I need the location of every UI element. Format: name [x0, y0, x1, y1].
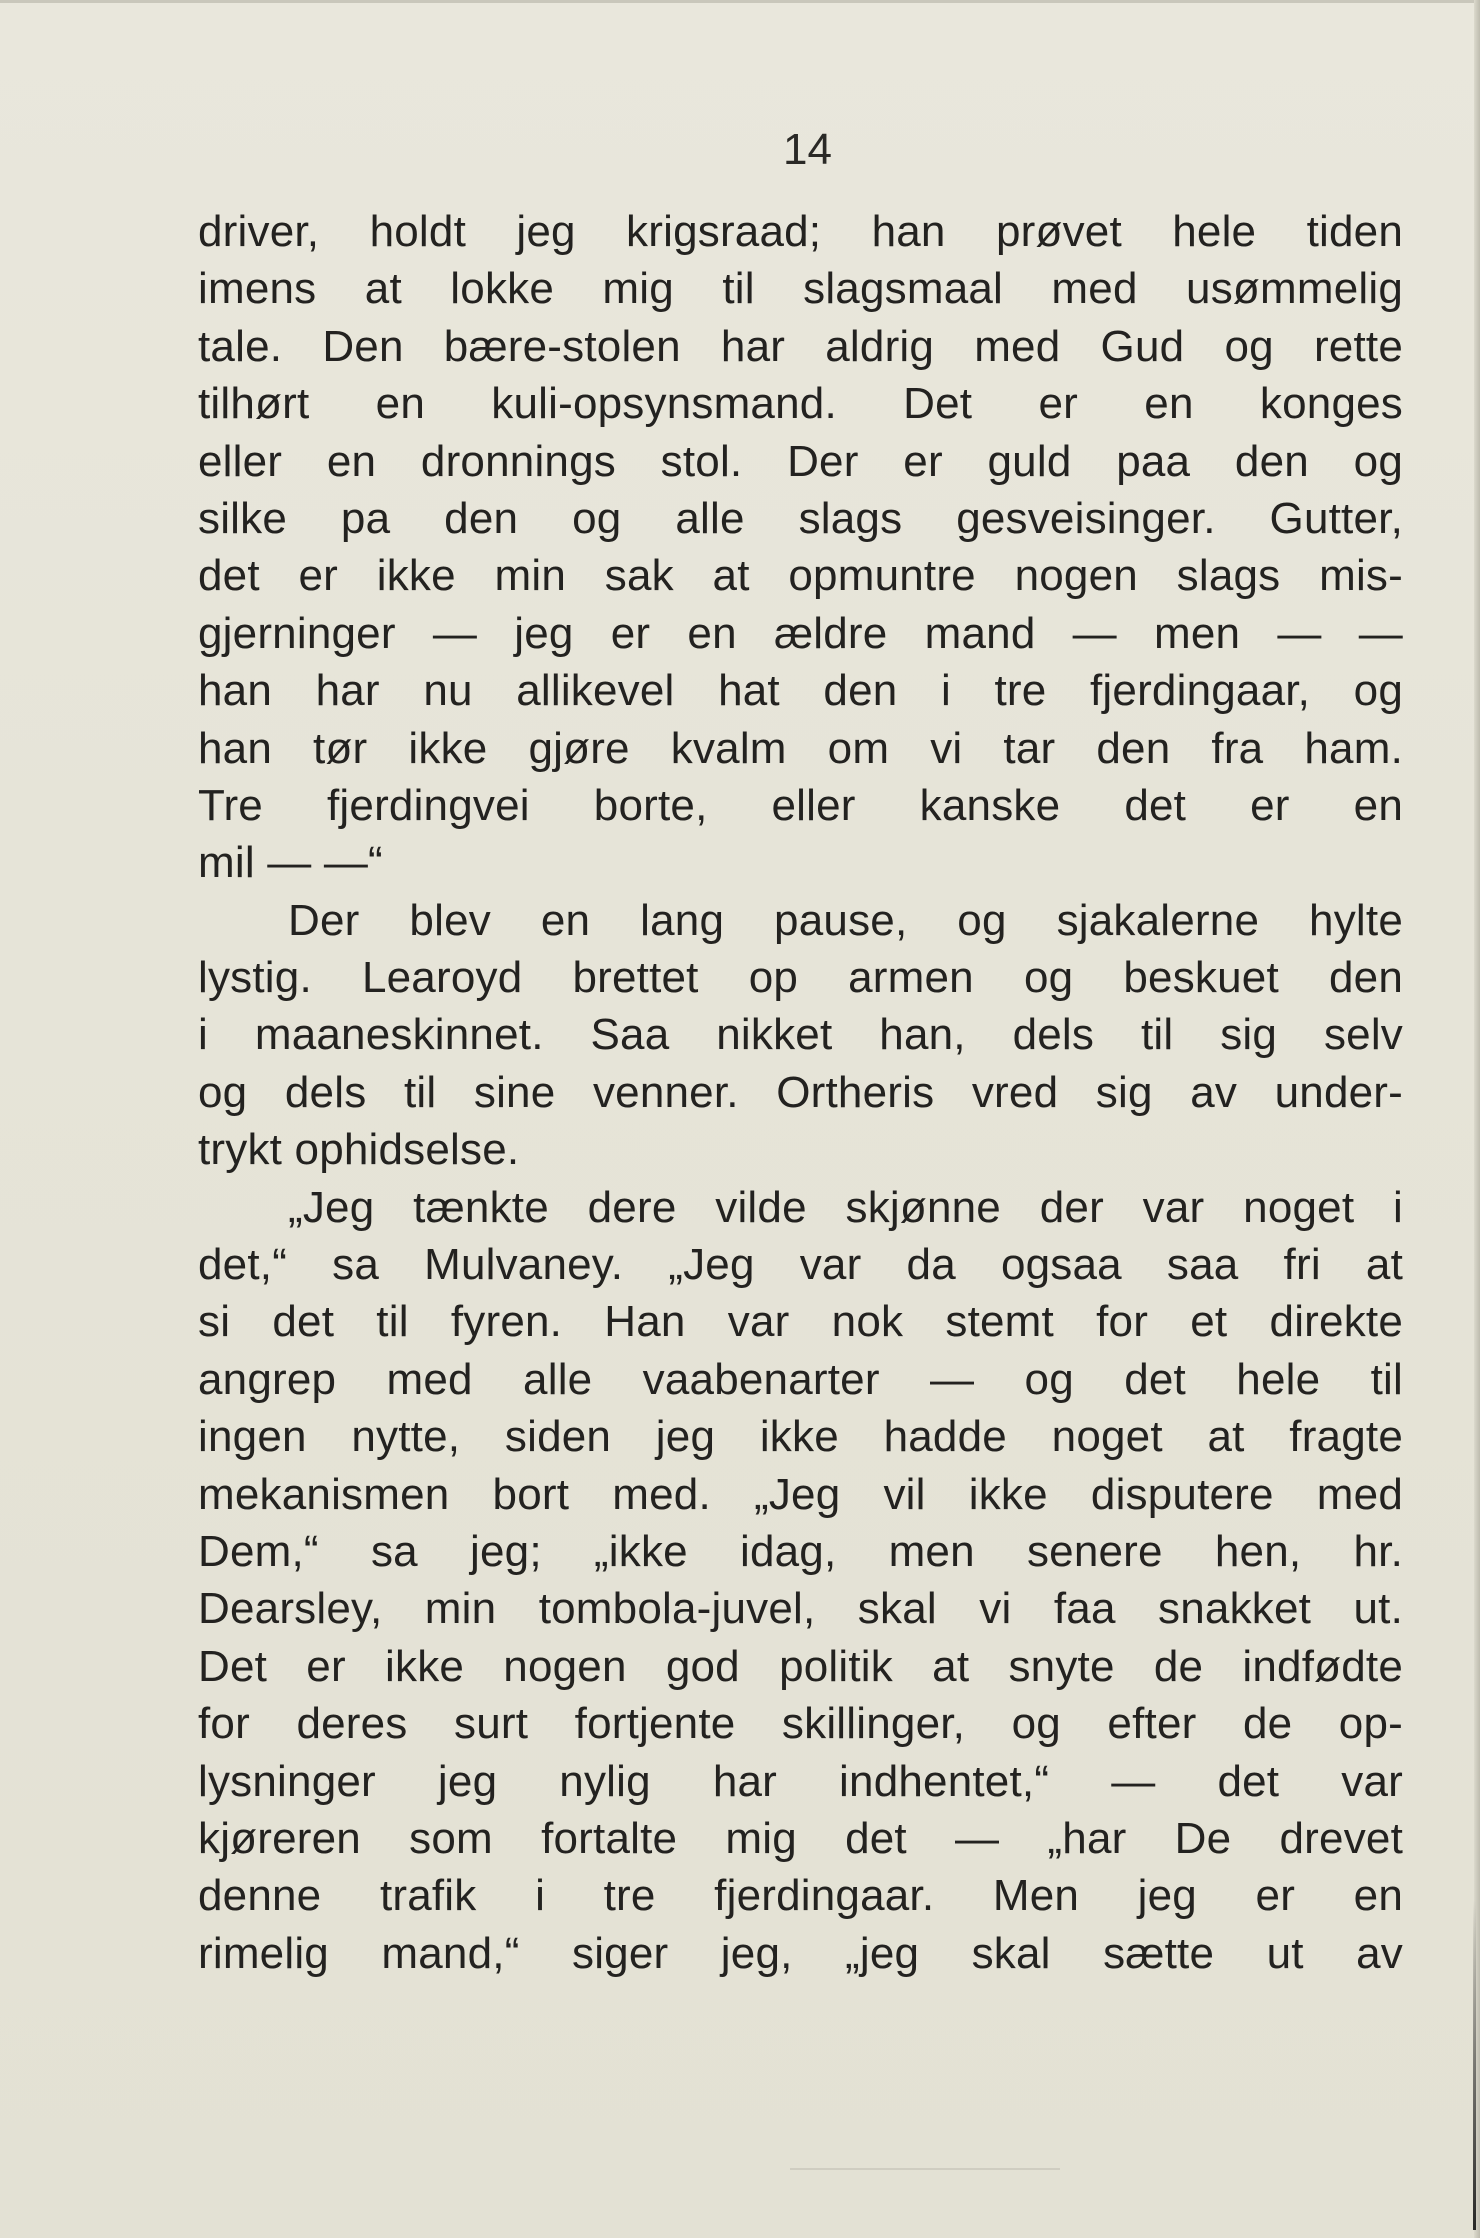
- text-line: eller en dronnings stol. Der er guld paa den og: [198, 436, 1403, 486]
- text-line: silke pa den og alle slags gesveisinger. Gutter,: [198, 493, 1403, 543]
- text-line: Dearsley, min tombola-juvel, skal vi faa snakket ut.: [198, 1584, 1403, 1634]
- text-line: det,“ sa Mulvaney. „Jeg var da ogsaa saa fri at: [198, 1240, 1403, 1290]
- body-text: [198, 203, 1403, 1982]
- text-line: kjøreren som fortalte mig det — „har De drevet: [198, 1813, 1403, 1863]
- text-line: trykt ophidselse.: [198, 1125, 520, 1175]
- text-line: han har nu allikevel hat den i tre fjerdingaar, og: [198, 666, 1403, 716]
- text-line: rimelig mand,“ siger jeg, „jeg skal sætte ut av: [198, 1928, 1403, 1978]
- text-line: gjerninger — jeg er en ældre mand — men — —: [198, 608, 1403, 658]
- page-number: 14: [783, 125, 832, 174]
- text-line: imens at lokke mig til slagsmaal med usømmelig: [198, 264, 1403, 314]
- text-line: lystig. Learoyd brettet op armen og beskuet den: [198, 953, 1403, 1003]
- text-line: denne trafik i tre fjerdingaar. Men jeg er en: [198, 1871, 1403, 1921]
- text-line: og dels til sine venner. Ortheris vred sig av under-: [198, 1067, 1403, 1117]
- binding-shadow: [1473, 1900, 1476, 2230]
- text-line: tale. Den bære-stolen har aldrig med Gud og rette: [198, 321, 1403, 371]
- text-line: ingen nytte, siden jeg ikke hadde noget at fragte: [198, 1412, 1403, 1462]
- text-line: det er ikke min sak at opmuntre nogen slags mis-: [198, 551, 1403, 601]
- text-line: i maaneskinnet. Saa nikket han, dels til sig selv: [198, 1010, 1403, 1060]
- text-line: si det til fyren. Han var nok stemt for et direkte: [198, 1297, 1403, 1347]
- text-line: „Jeg tænkte dere vilde skjønne der var noget i: [288, 1182, 1403, 1232]
- text-line: Dem,“ sa jeg; „ikke idag, men senere hen, hr.: [198, 1526, 1403, 1576]
- text-line: han tør ikke gjøre kvalm om vi tar den fra ham.: [198, 723, 1403, 773]
- text-line: Tre fjerdingvei borte, eller kanske det er en: [198, 780, 1403, 830]
- page-top-edge: [0, 0, 1480, 3]
- bottom-paper-mark: [790, 2168, 1060, 2170]
- text-line: mil — —“: [198, 838, 383, 888]
- text-line: tilhørt en kuli-opsynsmand. Det er en konges: [198, 379, 1403, 429]
- text-line: mekanismen bort med. „Jeg vil ikke disputere med: [198, 1469, 1403, 1519]
- text-line: angrep med alle vaabenarter — og det hele til: [198, 1354, 1403, 1404]
- text-line: Det er ikke nogen god politik at snyte de indfødte: [198, 1641, 1403, 1691]
- text-line: driver, holdt jeg krigsraad; han prøvet hele tiden: [198, 207, 1403, 256]
- text-line: Der blev en lang pause, og sjakalerne hylte: [288, 895, 1403, 945]
- text-line: lysninger jeg nylig har indhentet,“ — det var: [198, 1756, 1403, 1806]
- text-line: for deres surt fortjente skillinger, og efter de op-: [198, 1699, 1403, 1749]
